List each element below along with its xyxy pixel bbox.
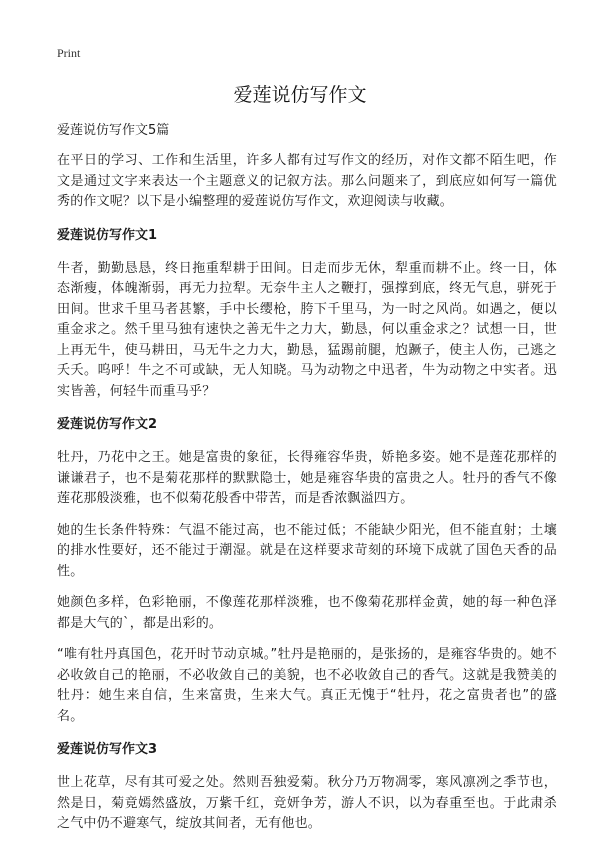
document-body [57, 121, 557, 846]
intro-paragraph: 在平日的学习、工作和生活里，许多人都有过写作文的经历，对作文都不陌生吧，作文是通过文字来表达一个主题意义的记叙方法。那么问题来了，到底应如何写一篇优秀的作文呢？以下是小编整理的爱莲说仿写作文，欢迎阅读与收藏。 [57, 153, 557, 209]
section-heading: 爱莲说仿写作文2 [57, 417, 158, 432]
section-paragraph: 她颜色多样，色彩艳丽，不像莲花那样淡雅，也不像菊花那样金黄，她的每一种色泽都是大气的`，都是出彩的。 [57, 595, 557, 631]
print-link[interactable]: Print [57, 46, 81, 60]
section-paragraph: 牛者，勤勤恳恳，终日拖重犁耕于田间。日走而步无休，犁重而耕不止。终一日，体态渐瘦，体魄渐弱，再无力拉犁。无奈牛主人之鞭打，强撑到底，终无气息，骈死于田间。世求千里马者甚繁，手中长缨枪，胯下千里马，为一时之风尚。如遇之，便以重金求之。然千里马独有速快之善无牛之力大，勤恳，何以重金求之？试想一日，世上再无牛，使马耕田，马无牛之力大，勤恳，猛踢前腿，尥蹶子，使主人伤，己逃之夭夭。呜呼！牛之不可或缺，无人知晓。马为动物之中迅者，牛为动物之中实者。迅实皆善，何轻牛而重马乎？ [57, 260, 557, 399]
section-paragraph: 她的生长条件特殊：气温不能过高，也不能过低；不能缺少阳光，但不能直射；土壤的排水性要好，还不能过于潮湿。就是在这样要求苛刻的环境下成就了国色天香的品性。 [57, 522, 557, 579]
section-paragraph: 牡丹，乃花中之王。她是富贵的象征，长得雍容华贵，娇艳多姿。她不是莲花那样的谦谦君子，也不是菊花那样的默默隐士，她是雍容华贵的富贵之人。牡丹的香气不像莲花那般淡雅，也不似菊花般香中带苦，而是香浓飘溢四方。 [57, 450, 557, 506]
section-heading: 爱莲说仿写作文1 [57, 227, 158, 243]
section-paragraph: 世上花草，尽有其可爱之处。然则吾独爱菊。秋分乃万物凋零，寒风凛冽之季节也，然是日，菊竟嫣然盛放，万紫千红，竞妍争芳，游人不识，以为春重至也。于此肃杀之气中仍不避寒气，绽放其间者，无有他也。 [57, 775, 557, 831]
document-subtitle: 爱莲说仿写作文5篇 [57, 123, 170, 138]
section-paragraph: “唯有牡丹真国色，花开时节动京城。”牡丹是艳丽的，是张扬的，是雍容华贵的。她不必收敛自己的艳丽，不必收敛自己的美貌，也不必收敛自己的香气。这就是我赞美的牡丹：她生来自信，生来富贵，生来大气。真正无愧于“牡丹，花之富贵者也”的盛名。 [57, 647, 557, 724]
section-heading: 爱莲说仿写作文3 [57, 742, 158, 757]
document-title: 爱莲说仿写作文 [233, 84, 367, 106]
